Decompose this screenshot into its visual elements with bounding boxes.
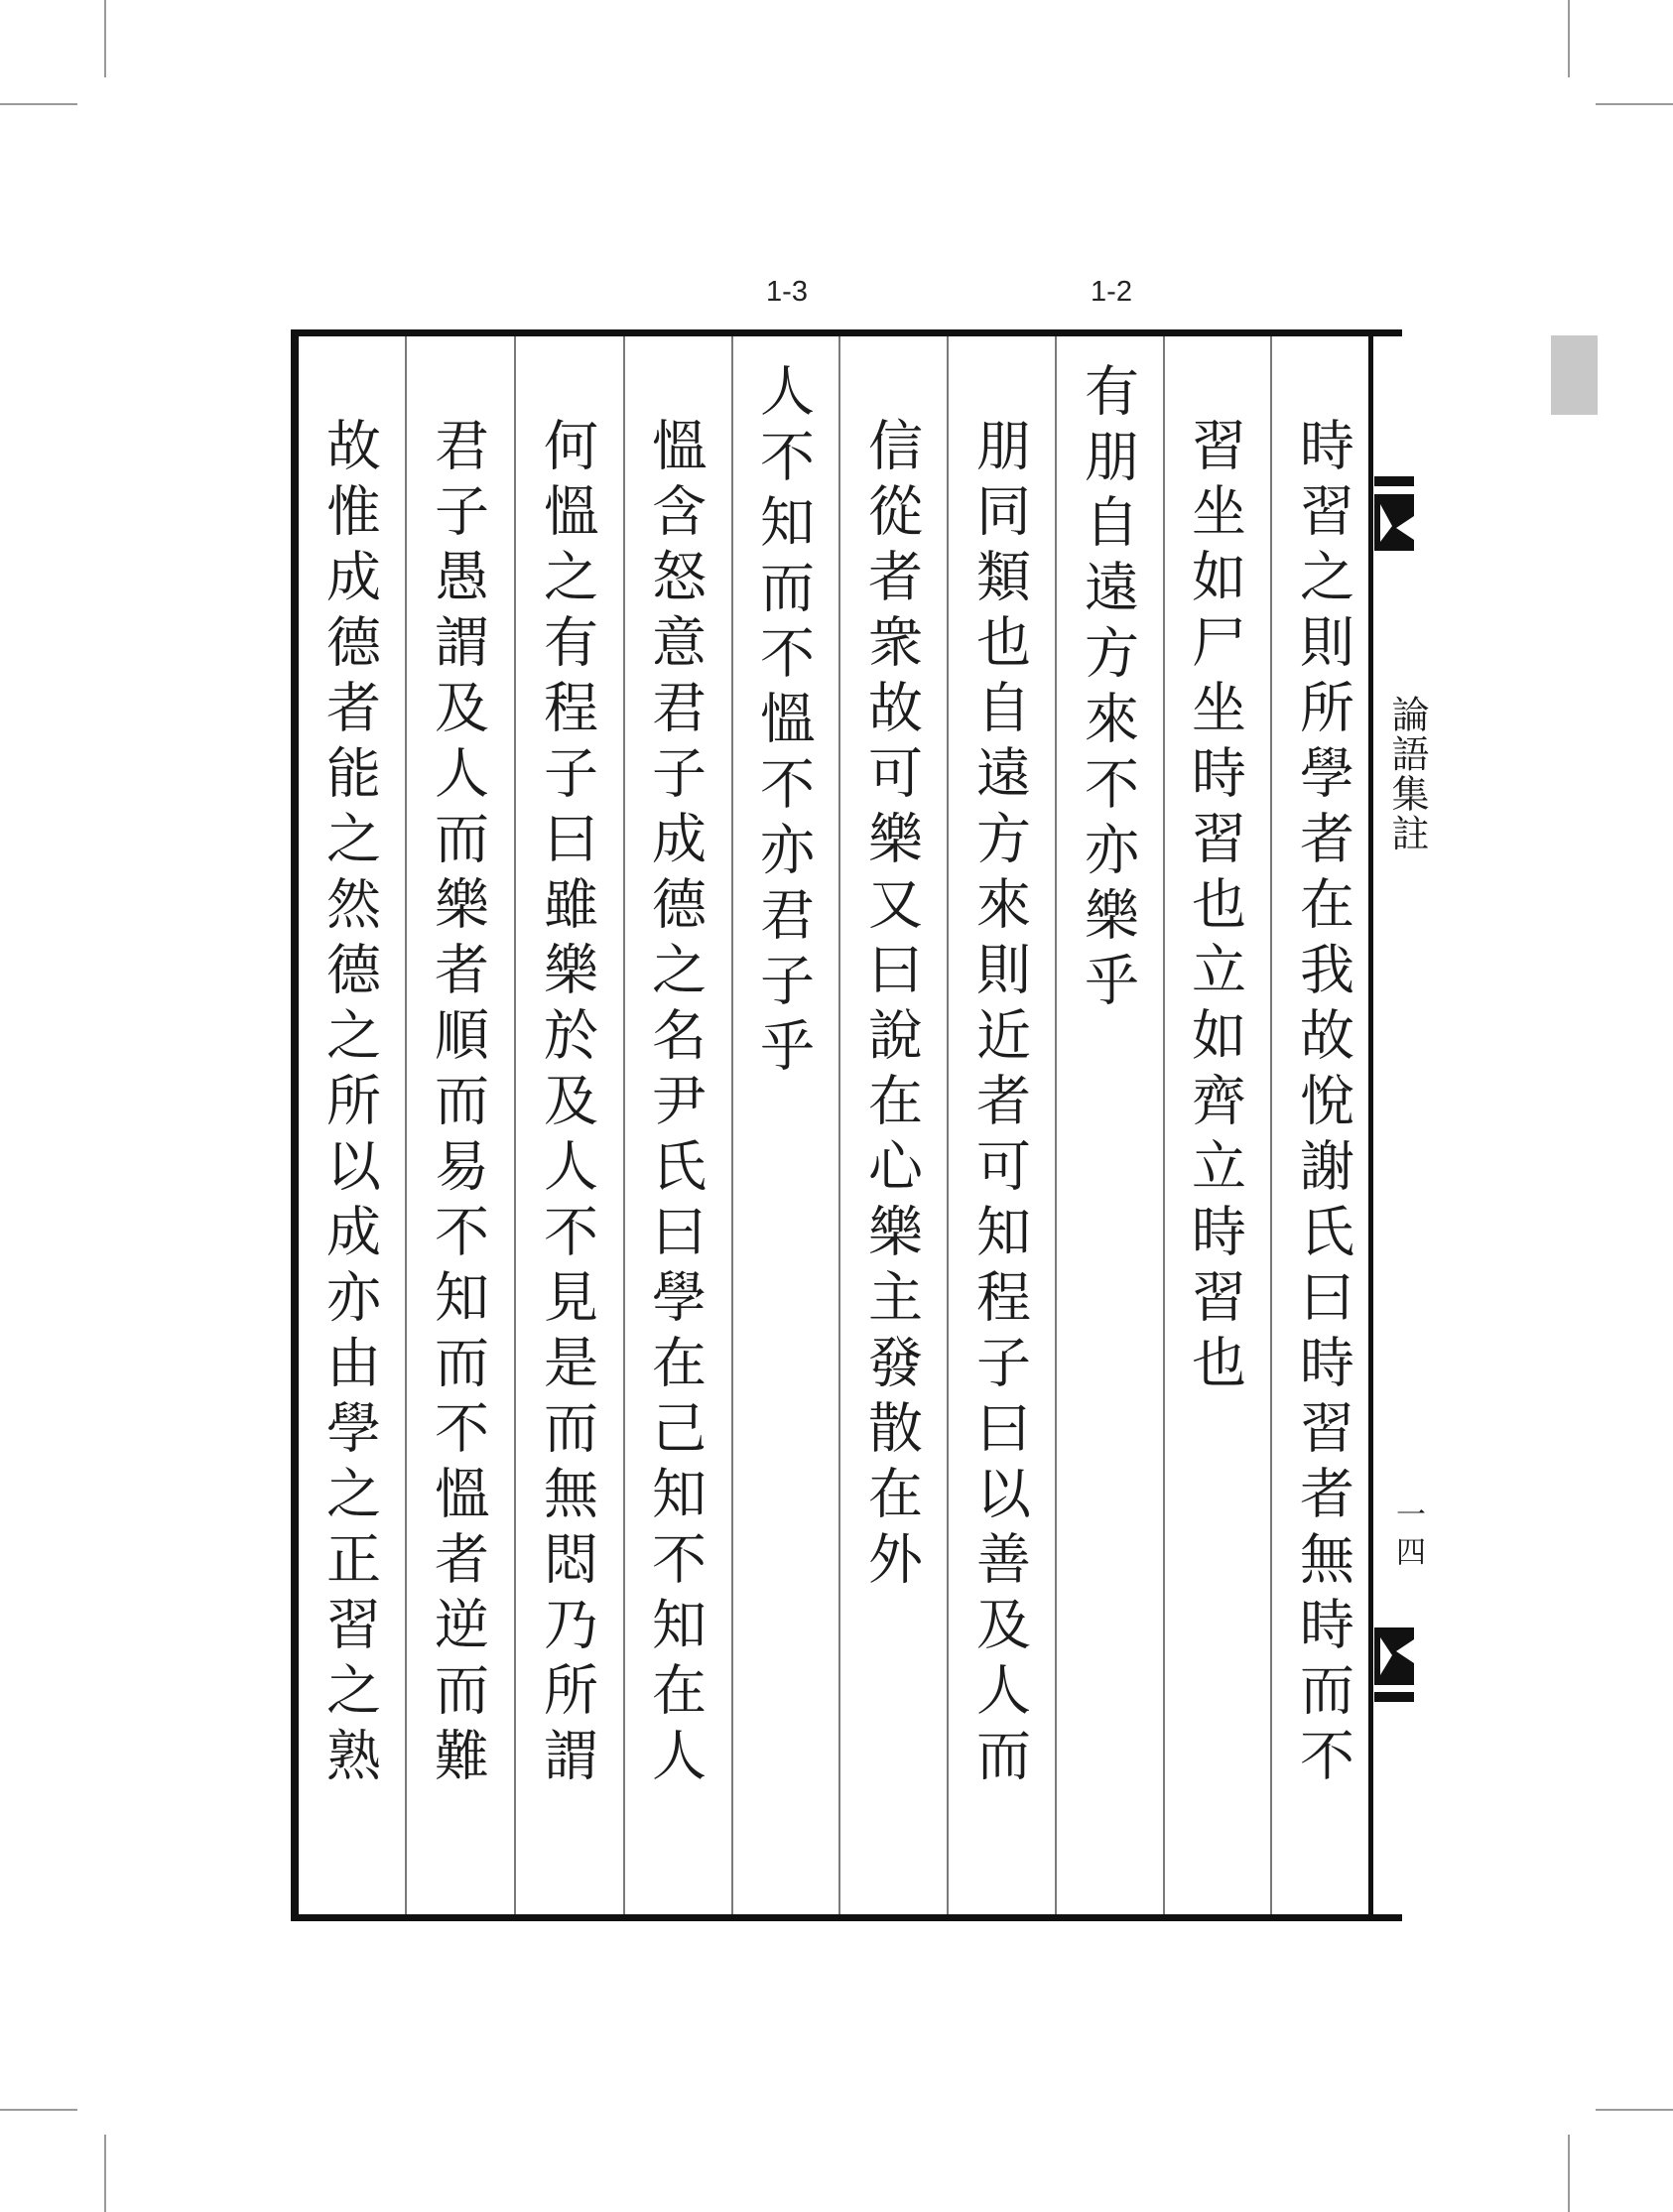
thumb-index-tab: [1551, 335, 1598, 415]
text-column-5: 信從者衆故可樂又曰說在心樂主發散在外: [859, 417, 923, 1596]
column-rule: [1270, 336, 1272, 1914]
crop-mark-left-lower: [0, 2109, 77, 2111]
text-column-6: 人不知而不慍不亦君子乎: [751, 362, 815, 1083]
text-column-4: 朋同類也自遠方來則近者可知程子曰以善及人而: [967, 417, 1031, 1792]
column-rule: [1055, 336, 1057, 1914]
text-column-10: 故惟成德者能之然德之所以成亦由學之正習之熟: [318, 417, 381, 1792]
text-column-1: 時習之則所學者在我故悅謝氏曰時習者無時而不: [1291, 417, 1354, 1792]
crop-mark-top-left: [104, 0, 106, 77]
column-rule: [947, 336, 949, 1914]
text-column-9: 君子愚謂及人而樂者順而易不知而不慍者逆而難: [426, 417, 489, 1792]
section-marker-1-3: 1-3: [766, 276, 808, 308]
column-rule: [731, 336, 733, 1914]
column-rule: [514, 336, 516, 1914]
fish-tail-ornament-bottom-icon: [1374, 1618, 1414, 1702]
text-column-3: 有朋自遠方來不亦樂乎: [1076, 362, 1139, 1017]
column-rule: [623, 336, 625, 1914]
fold-border: [1368, 329, 1373, 1921]
book-title: 論語集註: [1385, 695, 1429, 853]
section-marker-1-2: 1-2: [1091, 276, 1132, 308]
column-rule: [1163, 336, 1165, 1914]
text-column-8: 何慍之有程子曰雖樂於及人不見是而無悶乃所謂: [535, 417, 598, 1792]
crop-mark-bottom-right: [1568, 2135, 1570, 2212]
crop-mark-right-lower: [1596, 2109, 1673, 2111]
text-column-2: 習坐如尸坐時習也立如齊立時習也: [1183, 417, 1246, 1399]
column-rule: [405, 336, 407, 1914]
crop-mark-top-right: [1568, 0, 1570, 77]
text-column-7: 慍含怒意君子成德之名尹氏曰學在己知不知在人: [643, 417, 707, 1792]
crop-mark-bottom-left: [104, 2135, 106, 2212]
fish-tail-ornament-top-icon: [1374, 476, 1414, 561]
column-rule: [838, 336, 840, 1914]
crop-mark-left-upper: [0, 103, 77, 105]
page-number: 一四: [1390, 1498, 1425, 1574]
crop-mark-right-upper: [1596, 103, 1673, 105]
